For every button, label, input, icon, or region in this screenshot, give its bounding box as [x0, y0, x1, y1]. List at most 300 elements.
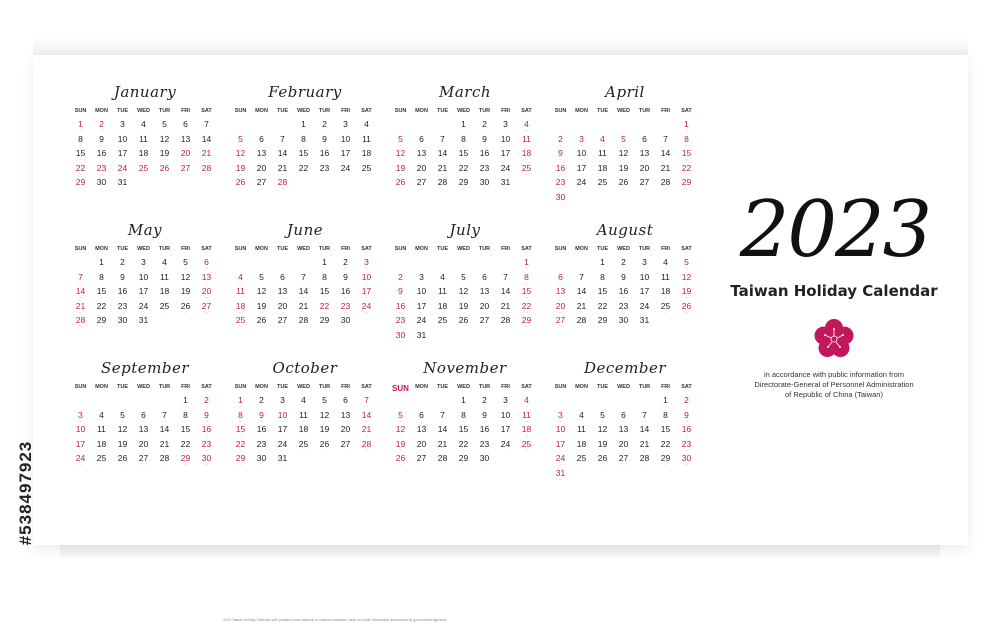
lunar-date-mark: ··: [260, 434, 263, 438]
day-number: 7: [642, 409, 647, 420]
lunar-date-mark: ··: [685, 129, 688, 133]
day-number: 15: [180, 424, 191, 434]
day-number: 27: [618, 453, 629, 463]
day-cell: [571, 425, 592, 440]
day-cell: [453, 411, 474, 426]
day-cell: [196, 135, 217, 150]
lunar-date-mark: ··: [525, 158, 528, 162]
day-number: 3: [503, 395, 508, 405]
lunar-date-mark: ··: [462, 187, 465, 191]
day-cell: [474, 149, 495, 164]
day-number: 28: [437, 453, 448, 463]
day-number: 8: [99, 271, 104, 282]
day-number: 16: [395, 300, 406, 311]
day-cell: [356, 258, 377, 273]
day-number: 19: [159, 148, 170, 158]
weekday-label: TUR: [478, 246, 491, 252]
day-number: 13: [340, 409, 351, 420]
lunar-date-mark: ··: [420, 325, 423, 329]
day-cell: [293, 149, 314, 164]
lunar-date-mark: ··: [483, 143, 486, 148]
lunar-date-mark: ··: [525, 172, 528, 177]
day-number: 5: [398, 133, 403, 144]
lunar-date-mark: ··: [163, 267, 166, 271]
day-cell: [676, 287, 697, 302]
lunar-date-mark: ··: [100, 267, 103, 271]
weekday-label: TUE: [277, 384, 288, 390]
lunar-date-mark: ··: [664, 187, 667, 191]
weekday-label: FRI: [661, 108, 670, 114]
day-cell: [592, 178, 613, 193]
day-number: 20: [201, 286, 212, 296]
day-number: 7: [364, 395, 369, 405]
week-row: [230, 135, 380, 150]
lunar-date-mark: ··: [344, 434, 347, 438]
lunar-date-mark: ··: [504, 434, 507, 438]
lunar-date-mark: ··: [462, 296, 465, 300]
weekday-label: SUN: [392, 384, 409, 393]
day-cell: [453, 396, 474, 411]
day-cell: [676, 425, 697, 440]
lunar-date-mark: ··: [441, 172, 444, 177]
day-cell: [175, 258, 196, 273]
lunar-date-mark: ··: [685, 143, 688, 148]
lunar-date-mark: ··: [462, 310, 465, 315]
empty-day-cell: [314, 178, 335, 193]
day-number: 20: [256, 162, 267, 173]
lunar-date-mark: ··: [184, 310, 187, 315]
lunar-date-mark: ··: [365, 419, 368, 424]
day-cell: [293, 302, 314, 317]
day-cell: [432, 273, 453, 288]
lunar-date-mark: ··: [483, 172, 486, 177]
week-row: [390, 396, 540, 411]
lunar-date-mark: ··: [559, 448, 562, 453]
lunar-date-mark: ··: [323, 405, 326, 409]
week-row: [550, 469, 700, 484]
day-cell: [230, 178, 251, 193]
month-november: [390, 356, 540, 469]
lunar-date-mark: ··: [121, 187, 124, 191]
lunar-date-mark: ··: [184, 405, 187, 409]
week-row: [390, 316, 540, 331]
day-cell: [251, 411, 272, 426]
day-number: 12: [117, 424, 128, 434]
lunar-date-mark: ··: [525, 434, 528, 438]
lunar-date-mark: ··: [399, 463, 402, 467]
day-number: 13: [555, 286, 566, 296]
lunar-date-mark: ··: [483, 296, 486, 300]
weekday-label: SAT: [361, 384, 372, 390]
day-cell: [411, 149, 432, 164]
day-number: 5: [621, 133, 626, 144]
day-cell: [411, 164, 432, 179]
lunar-date-mark: ··: [142, 296, 145, 300]
day-number: 22: [521, 300, 532, 311]
day-cell: [613, 440, 634, 455]
day-number: 27: [416, 177, 427, 187]
week-row: [550, 135, 700, 150]
lunar-date-mark: ··: [664, 463, 667, 467]
lunar-date-mark: ··: [622, 267, 625, 271]
day-cell: [70, 120, 91, 135]
day-number: 2: [621, 257, 626, 267]
day-cell: [154, 454, 175, 469]
weekday-label: TUR: [638, 384, 651, 390]
lunar-date-mark: ··: [462, 448, 465, 453]
year-title: 2023: [739, 185, 931, 275]
day-number: 23: [395, 315, 406, 325]
day-cell: [70, 273, 91, 288]
weekday-label: TUR: [638, 108, 651, 114]
day-number: 8: [322, 271, 327, 282]
day-number: 11: [299, 409, 308, 420]
day-number: 25: [521, 438, 532, 449]
day-cell: [390, 316, 411, 331]
month-name: February: [268, 83, 342, 101]
day-number: 25: [597, 177, 608, 187]
day-cell: [676, 396, 697, 411]
day-cell: [91, 164, 112, 179]
day-cell: [390, 178, 411, 193]
day-number: 20: [618, 438, 629, 449]
lunar-date-mark: ··: [420, 419, 423, 424]
lunar-date-mark: ··: [685, 296, 688, 300]
day-number: 26: [395, 177, 406, 187]
day-number: 1: [238, 395, 243, 405]
weekday-label: FRI: [661, 384, 670, 390]
day-cell: [230, 135, 251, 150]
day-cell: [655, 149, 676, 164]
day-number: 5: [162, 119, 167, 129]
day-number: 29: [681, 177, 692, 187]
day-cell: [432, 440, 453, 455]
day-number: 11: [522, 133, 531, 144]
weekday-label: SAT: [681, 246, 692, 252]
lunar-date-mark: ··: [142, 310, 145, 315]
day-cell: [453, 273, 474, 288]
lunar-date-mark: ··: [100, 172, 103, 177]
empty-day-cell: [495, 258, 516, 273]
day-number: 16: [201, 424, 212, 434]
lunar-date-mark: ··: [643, 310, 646, 315]
lunar-date-mark: ··: [344, 296, 347, 300]
lunar-date-mark: ··: [79, 281, 82, 286]
lunar-date-mark: ··: [622, 187, 625, 191]
week-row: [70, 120, 220, 135]
day-number: 1: [461, 395, 466, 405]
day-cell: [516, 149, 537, 164]
lunar-date-mark: ··: [281, 187, 284, 191]
weekday-label: TUR: [318, 246, 331, 252]
lunar-date-mark: ··: [163, 281, 166, 286]
weekday-label: TUR: [638, 246, 651, 252]
day-number: 10: [138, 271, 149, 282]
day-cell: [293, 440, 314, 455]
lunar-date-mark: ··: [601, 143, 604, 148]
lunar-date-mark: ··: [622, 325, 625, 329]
day-cell: [411, 331, 432, 346]
lunar-date-mark: ··: [323, 419, 326, 424]
day-cell: [91, 149, 112, 164]
weekday-label: TUR: [318, 108, 331, 114]
weekday-label: WED: [297, 246, 310, 252]
day-cell: [91, 258, 112, 273]
day-cell: [655, 178, 676, 193]
day-cell: [495, 440, 516, 455]
lunar-date-mark: ··: [323, 158, 326, 162]
lunar-date-mark: ··: [205, 267, 208, 271]
lunar-date-mark: ··: [399, 339, 402, 344]
lunar-date-mark: ··: [664, 172, 667, 177]
day-number: 22: [597, 300, 608, 311]
day-cell: [655, 411, 676, 426]
lunar-date-mark: ··: [601, 172, 604, 177]
lunar-date-mark: ··: [100, 143, 103, 148]
day-number: 19: [319, 424, 330, 434]
day-cell: [550, 135, 571, 150]
lunar-date-mark: ··: [260, 187, 263, 191]
lunar-date-mark: ··: [601, 325, 604, 329]
day-cell: [314, 302, 335, 317]
day-cell: [154, 120, 175, 135]
day-number: 18: [159, 286, 170, 296]
week-row: [70, 440, 220, 455]
day-cell: [571, 164, 592, 179]
week-row: [390, 302, 540, 317]
lunar-date-mark: ··: [323, 434, 326, 438]
day-number: 20: [416, 438, 427, 449]
week-row: [550, 258, 700, 273]
day-number: 3: [503, 119, 508, 129]
lunar-date-mark: ··: [601, 434, 604, 438]
lunar-date-mark: ··: [344, 281, 347, 286]
lunar-date-mark: ··: [559, 172, 562, 177]
day-number: 15: [458, 148, 469, 158]
empty-day-cell: [516, 454, 537, 469]
day-cell: [550, 178, 571, 193]
day-number: 2: [259, 395, 264, 405]
day-cell: [676, 135, 697, 150]
weekday-label: FRI: [181, 384, 190, 390]
day-number: 3: [280, 395, 285, 405]
week-row: [550, 178, 700, 193]
day-cell: [613, 425, 634, 440]
lunar-date-mark: ··: [365, 129, 368, 133]
lunar-date-mark: ··: [441, 325, 444, 329]
day-number: 12: [319, 409, 330, 420]
lunar-date-mark: ··: [205, 158, 208, 162]
lunar-date-mark: ··: [365, 267, 368, 271]
day-number: 7: [301, 271, 306, 282]
day-cell: [251, 149, 272, 164]
week-row: [390, 454, 540, 469]
day-cell: [474, 135, 495, 150]
day-cell: [634, 149, 655, 164]
day-cell: [175, 425, 196, 440]
lunar-date-mark: ··: [643, 267, 646, 271]
day-number: 8: [524, 271, 529, 282]
day-cell: [634, 287, 655, 302]
lunar-date-mark: ··: [323, 325, 326, 329]
lunar-date-mark: ··: [365, 143, 368, 148]
lunar-date-mark: ··: [664, 267, 667, 271]
day-cell: [516, 411, 537, 426]
lunar-date-mark: ··: [302, 158, 305, 162]
lunar-date-mark: ··: [184, 129, 187, 133]
day-number: 24: [75, 453, 86, 463]
day-cell: [571, 178, 592, 193]
day-number: 6: [280, 271, 285, 282]
lunar-date-mark: ··: [525, 129, 528, 133]
lunar-date-mark: ··: [163, 419, 166, 424]
lunar-date-mark: ··: [205, 419, 208, 424]
month-name: August: [596, 221, 654, 239]
empty-day-cell: [411, 258, 432, 273]
weekday-label: SUN: [234, 246, 247, 252]
day-number: 27: [555, 315, 566, 325]
day-cell: [550, 440, 571, 455]
weekday-label: WED: [297, 108, 310, 114]
day-number: 14: [75, 286, 86, 296]
lunar-date-mark: ··: [420, 463, 423, 467]
day-cell: [550, 469, 571, 484]
weekday-label: TUE: [277, 246, 288, 252]
day-number: 18: [437, 300, 448, 311]
day-cell: [676, 411, 697, 426]
day-number: 30: [618, 315, 629, 325]
week-row: [70, 316, 220, 331]
day-number: 7: [162, 409, 167, 420]
day-cell: [592, 411, 613, 426]
lunar-date-mark: ··: [121, 325, 124, 329]
day-number: 15: [96, 286, 107, 296]
weekday-label: MON: [415, 246, 428, 252]
day-number: 7: [579, 271, 584, 282]
day-cell: [516, 302, 537, 317]
lunar-date-mark: ··: [664, 434, 667, 438]
day-cell: [91, 273, 112, 288]
day-number: 18: [96, 438, 107, 449]
lunar-date-mark: ··: [643, 296, 646, 300]
day-number: 23: [618, 300, 629, 311]
lunar-date-mark: ··: [121, 419, 124, 424]
day-cell: [474, 316, 495, 331]
day-number: 29: [319, 315, 330, 325]
day-cell: [390, 302, 411, 317]
empty-day-cell: [655, 193, 676, 208]
empty-day-cell: [634, 469, 655, 484]
lunar-date-mark: ··: [525, 325, 528, 329]
lunar-date-mark: ··: [685, 187, 688, 191]
day-number: 23: [555, 177, 566, 187]
lunar-date-mark: ··: [601, 419, 604, 424]
week-row: [70, 302, 220, 317]
weekday-label: MON: [95, 108, 108, 114]
day-cell: [474, 440, 495, 455]
weekday-label: SAT: [521, 384, 532, 390]
day-number: 14: [437, 424, 448, 434]
lunar-date-mark: ··: [302, 448, 305, 453]
lunar-date-mark: ··: [260, 158, 263, 162]
weekday-label: WED: [457, 108, 470, 114]
day-cell: [592, 273, 613, 288]
empty-day-cell: [293, 454, 314, 469]
day-number: 3: [579, 133, 584, 144]
day-cell: [175, 149, 196, 164]
lunar-date-mark: ··: [163, 463, 166, 467]
empty-day-cell: [571, 396, 592, 411]
lunar-date-mark: ··: [525, 281, 528, 286]
day-number: 24: [500, 438, 511, 449]
day-cell: [432, 287, 453, 302]
day-number: 22: [180, 438, 191, 449]
lunar-date-mark: ··: [260, 296, 263, 300]
lunar-date-mark: ··: [281, 448, 284, 453]
day-cell: [272, 396, 293, 411]
lunar-date-mark: ··: [79, 448, 82, 453]
lunar-date-mark: ··: [184, 267, 187, 271]
empty-day-cell: [571, 258, 592, 273]
lunar-date-mark: ··: [559, 281, 562, 286]
day-number: 12: [180, 271, 191, 282]
lunar-date-mark: ··: [344, 267, 347, 271]
day-cell: [196, 258, 217, 273]
lunar-date-mark: ··: [664, 158, 667, 162]
day-cell: [613, 302, 634, 317]
day-number: 20: [138, 438, 149, 449]
day-cell: [516, 425, 537, 440]
lunar-date-mark: ··: [142, 129, 145, 133]
day-number: 29: [458, 453, 469, 463]
day-cell: [676, 120, 697, 135]
day-cell: [550, 164, 571, 179]
lunar-date-mark: ··: [205, 463, 208, 467]
month-june: [230, 218, 380, 331]
day-number: 2: [343, 257, 348, 267]
lunar-date-mark: ··: [205, 310, 208, 315]
lunar-date-mark: ··: [664, 281, 667, 286]
day-number: 4: [141, 119, 146, 129]
weekday-label: TUE: [437, 108, 448, 114]
month-name: September: [100, 359, 190, 377]
lunar-date-mark: ··: [559, 158, 562, 162]
lunar-date-mark: ··: [260, 325, 263, 329]
lunar-date-mark: ··: [184, 158, 187, 162]
lunar-date-mark: ··: [302, 419, 305, 424]
lunar-date-mark: ··: [163, 448, 166, 453]
weekday-header: [390, 246, 540, 258]
day-number: 14: [298, 286, 309, 296]
lunar-date-mark: ··: [239, 434, 242, 438]
day-number: 21: [361, 424, 372, 434]
lunar-date-mark: ··: [344, 405, 347, 409]
day-cell: [676, 273, 697, 288]
day-cell: [272, 287, 293, 302]
weekday-label: TUE: [597, 384, 608, 390]
lunar-date-mark: ··: [184, 143, 187, 148]
lunar-date-mark: ··: [281, 172, 284, 177]
day-cell: [676, 258, 697, 273]
weekday-label: TUR: [158, 384, 171, 390]
day-number: 15: [597, 286, 608, 296]
week-row: [390, 135, 540, 150]
day-number: 11: [139, 133, 148, 144]
day-cell: [251, 316, 272, 331]
day-number: 8: [238, 409, 243, 420]
day-number: 11: [661, 271, 670, 282]
day-number: 30: [96, 177, 107, 187]
